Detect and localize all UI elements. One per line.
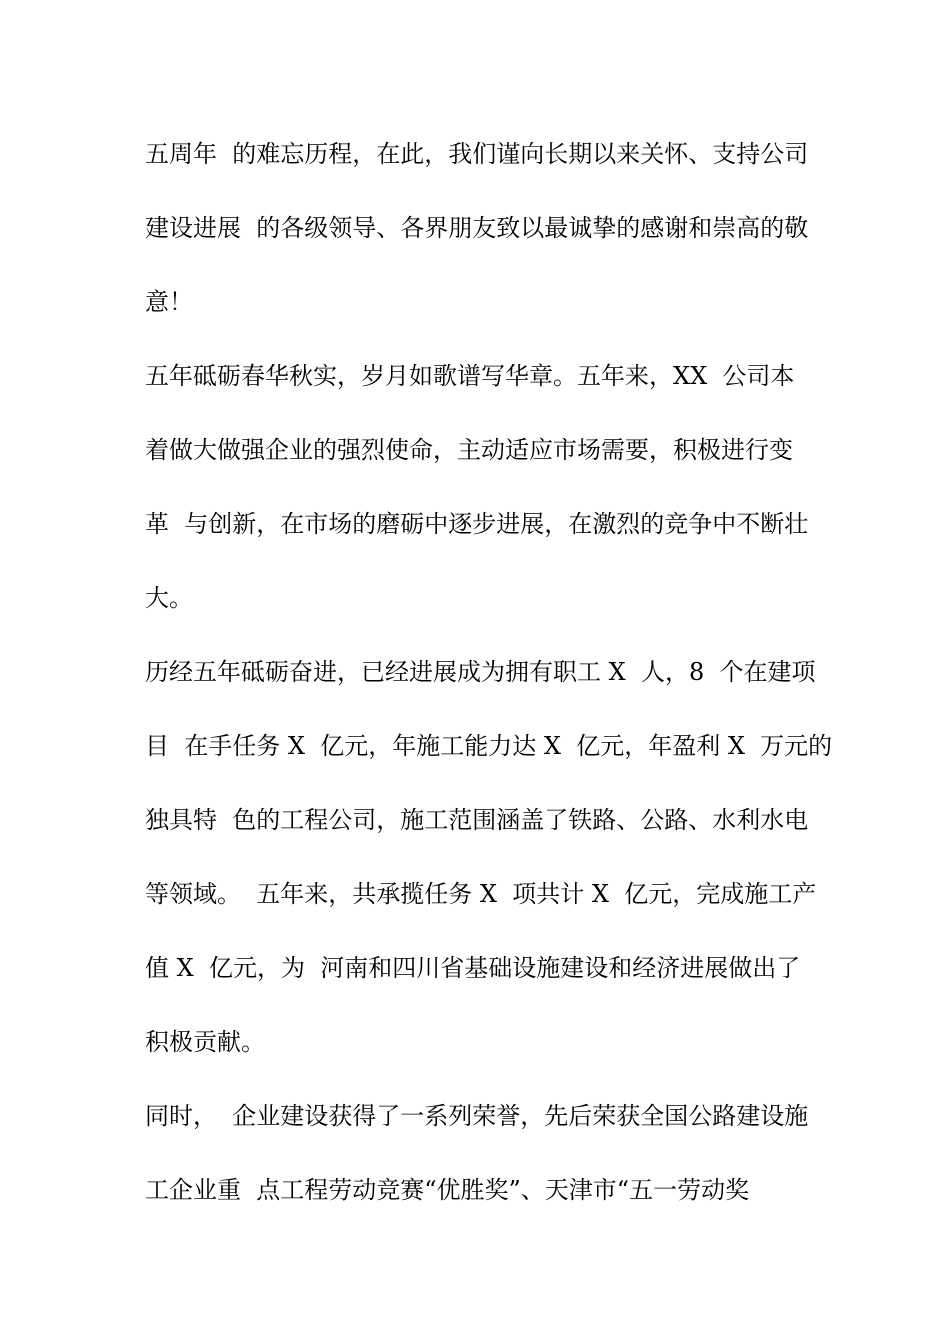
body-text	[145, 130, 833, 1240]
text-line: 工企业重 点工程劳动竞赛“优胜奖”、天津市“五一劳动奖	[145, 1176, 750, 1204]
text-line: 革 与创新，在市场的磨砺中逐步进展，在激烈的竞争中不断壮	[145, 510, 809, 538]
text-line: 着做大做强企业的强烈使命，主动适应市场需要，积极进行变	[145, 436, 793, 464]
text-line: 等领域。 五年来，共承揽任务 X 项共计 X 亿元，完成施工产	[145, 880, 817, 908]
text-line: 积极贡献。	[145, 1028, 265, 1056]
text-line: 意！	[145, 288, 193, 316]
text-line: 同时， 企业建设获得了一系列荣誉，先后荣获全国公路建设施	[145, 1102, 809, 1130]
text-line: 历经五年砥砺奋进，已经进展成为拥有职工 X 人，8 个在建项	[145, 658, 816, 686]
text-line: 五年砥砺春华秋实，岁月如歌谱写华章。五年来，XX 公司本	[145, 362, 795, 390]
text-line: 五周年 的难忘历程，在此，我们谨向长期以来关怀、支持公司	[145, 140, 809, 168]
text-line: 建设进展 的各级领导、各界朋友致以最诚挚的感谢和崇高的敬	[145, 214, 809, 242]
text-line: 值 X 亿元，为 河南和四川省基础设施建设和经济进展做出了	[145, 954, 801, 982]
text-line: 目 在手任务 X 亿元，年施工能力达 X 亿元，年盈利 X 万元的	[145, 732, 833, 760]
text-line: 大。	[145, 584, 193, 612]
text-line: 独具特 色的工程公司，施工范围涵盖了铁路、公路、水利水电	[145, 806, 809, 834]
